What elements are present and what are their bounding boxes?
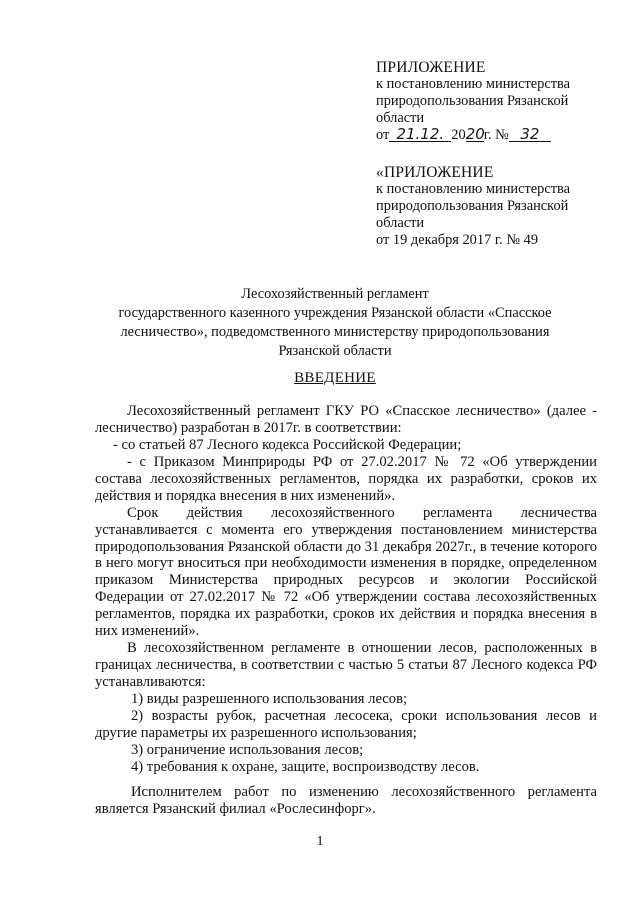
appendix-line: области bbox=[376, 110, 425, 126]
paragraph: В лесохозяйственном регламенте в отношении лесов, расположенных в границах лесничества, в соответствии с частью 5 статьи 87 Лесного кодекса РФ устанавливаются: bbox=[95, 640, 597, 690]
title-line: Лесохозяйственный регламент bbox=[241, 286, 429, 302]
paragraph: Исполнителем работ по изменению лесохозяйственного регламента является Рязанский филиал «Рослесинфорг». bbox=[95, 784, 597, 817]
paragraph: Срок действия лесохозяйственного регламента лесничества устанавливается с момента его утверждения постановлением министерства природопользования Рязанской области до 31 декабря 2027г., в течение которого в него могут вноситься при необходимости изменения в порядке, определенном приказом Министерства природных ресурсов и экологии Российской Федерации от 27.02.2017 № 72 «Об утверждении состава лесохозяйственных регламентов, порядка их разработки, сроков их действия и порядка внесения в них изменений». bbox=[95, 505, 597, 639]
appendix-heading: ПРИЛОЖЕНИЕ bbox=[376, 59, 486, 76]
list-item: 2) возрасты рубок, расчетная лесосека, сроки использования лесов и другие параметры их разрешенного использования; bbox=[95, 708, 597, 741]
appendix-line: области bbox=[376, 215, 425, 231]
handwritten-number: 32 bbox=[509, 127, 551, 142]
list-item: - со статьей 87 Лесного кодекса Российской Федерации; bbox=[113, 437, 462, 453]
appendix-line: природопользования Рязанской bbox=[376, 93, 569, 109]
appendix-block-original bbox=[376, 164, 570, 249]
list-item: 1) виды разрешенного использования лесов; bbox=[131, 691, 408, 707]
paragraph: Лесохозяйственный регламент ГКУ РО «Спасское лесничество» (далее - лесничество) разработан в 2017г. в соответствии: bbox=[95, 403, 597, 436]
appendix-line: природопользования Рязанской bbox=[376, 198, 569, 214]
title-line: лесничество», подведомственного министерству природопользования bbox=[120, 324, 550, 340]
year-prefix: 20 bbox=[451, 127, 466, 143]
appendix-line: к постановлению министерства bbox=[376, 181, 571, 197]
document-title bbox=[95, 285, 575, 361]
date-prefix: от bbox=[376, 127, 390, 143]
appendix-block-current bbox=[376, 59, 570, 144]
list-item: 4) требования к охране, защите, воспроизводству лесов. bbox=[131, 759, 480, 775]
appendix-line: к постановлению министерства bbox=[376, 76, 571, 92]
number-label: г. № bbox=[483, 127, 509, 143]
appendix-date-line bbox=[376, 127, 570, 144]
appendix-line: от 19 декабря 2017 г. № 49 bbox=[376, 232, 539, 248]
list-item: 3) ограничение использования лесов; bbox=[131, 742, 364, 758]
title-line: государственного казенного учреждения Рязанской области «Спасское bbox=[118, 305, 552, 321]
page-number: 1 bbox=[316, 834, 324, 849]
title-line: Рязанской области bbox=[278, 343, 392, 359]
handwritten-date: 21.12. bbox=[389, 127, 451, 142]
handwritten-year: 20 bbox=[465, 125, 485, 143]
section-heading: ВВЕДЕНИЕ bbox=[294, 370, 376, 386]
appendix-heading: «ПРИЛОЖЕНИЕ bbox=[376, 164, 494, 181]
list-item: - с Приказом Минприроды РФ от 27.02.2017 № 72 «Об утверждении состава лесохозяйственных регламентов, порядка их разработки, сроков их действия и порядка внесения в них изменений». bbox=[95, 454, 597, 504]
